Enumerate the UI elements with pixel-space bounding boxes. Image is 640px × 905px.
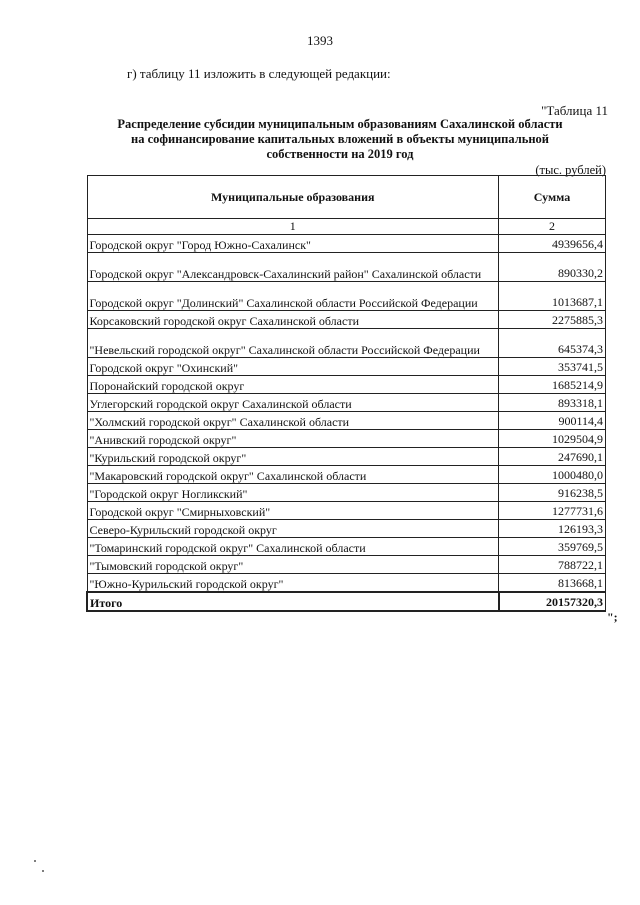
subsidy-amount: 2275885,3 — [499, 311, 606, 329]
subsidy-amount: 1029504,9 — [499, 430, 606, 448]
municipality-name: Городской округ "Охинский" — [87, 358, 499, 376]
municipality-name: "Холмский городской округ" Сахалинской области — [87, 412, 499, 430]
municipality-name: "Тымовский городской округ" — [87, 556, 499, 574]
table-row — [87, 282, 606, 311]
table-row — [87, 574, 606, 593]
subsidy-amount: 247690,1 — [499, 448, 606, 466]
table-label: "Таблица 11 — [541, 103, 608, 118]
municipality-name: "Курильский городской округ" — [87, 448, 499, 466]
subsidy-amount: 900114,4 — [499, 412, 606, 430]
table-row — [87, 430, 606, 448]
table-row — [87, 253, 606, 282]
municipality-name: Городской округ "Александровск-Сахалинский район" Сахалинской области — [87, 253, 499, 282]
units-label: (тыс. рублей) — [535, 163, 606, 177]
municipality-name: "Городской округ Ногликский" — [87, 484, 499, 502]
total-closing-quote: "; — [607, 610, 618, 624]
table-row — [87, 502, 606, 520]
municipality-name: "Южно-Курильский городской округ" — [87, 574, 499, 593]
title-line-3: собственности на 2019 год — [266, 147, 414, 161]
subsidy-amount: 890330,2 — [499, 253, 606, 282]
page-number: 1393 — [307, 33, 333, 48]
table-row — [87, 329, 606, 358]
column-number-2: 2 — [499, 219, 606, 235]
total-row — [87, 592, 606, 611]
subsidy-amount: 788722,1 — [499, 556, 606, 574]
subsidy-amount: 1685214,9 — [499, 376, 606, 394]
header-amount: Сумма — [499, 176, 606, 219]
municipality-name: Городской округ "Смирныховский" — [87, 502, 499, 520]
subsidy-amount: 893318,1 — [499, 394, 606, 412]
title-line-1: Распределение субсидии муниципальным образованиям Сахалинской области — [117, 117, 563, 131]
subsidy-amount: 126193,3 — [499, 520, 606, 538]
table-row — [87, 358, 606, 376]
header-municipality: Муниципальные образования — [87, 176, 499, 219]
table-title — [100, 117, 580, 162]
subsidy-amount: 1000480,0 — [499, 466, 606, 484]
table-row — [87, 520, 606, 538]
table-row — [87, 538, 606, 556]
municipality-name: Корсаковский городской округ Сахалинской области — [87, 311, 499, 329]
municipality-name: "Томаринский городской округ" Сахалинской области — [87, 538, 499, 556]
header-row — [87, 176, 606, 219]
subsidy-amount: 359769,5 — [499, 538, 606, 556]
subsidy-table — [86, 175, 606, 612]
municipality-name: "Макаровский городской округ" Сахалинской области — [87, 466, 499, 484]
municipality-name: Поронайский городской округ — [87, 376, 499, 394]
title-line-2: на софинансирование капитальных вложений в объекты муниципальной — [131, 132, 549, 146]
table-row — [87, 448, 606, 466]
subsidy-amount: 916238,5 — [499, 484, 606, 502]
municipality-name: Северо-Курильский городской округ — [87, 520, 499, 538]
table-row — [87, 394, 606, 412]
table-row — [87, 376, 606, 394]
municipality-name: "Анивский городской округ" — [87, 430, 499, 448]
column-number-1: 1 — [87, 219, 499, 235]
subsidy-amount: 813668,1 — [499, 574, 606, 593]
subsidy-amount: 1013687,1 — [499, 282, 606, 311]
total-amount: 20157320,3 — [499, 592, 606, 611]
total-label: Итого — [87, 592, 499, 611]
scan-speck — [42, 870, 44, 872]
table-row — [87, 484, 606, 502]
municipality-name: "Невельский городской округ" Сахалинской области Российской Федерации — [87, 329, 499, 358]
intro-text: г) таблицу 11 изложить в следующей редакции: — [127, 66, 391, 81]
column-number-row — [87, 219, 606, 235]
municipality-name: Углегорский городской округ Сахалинской области — [87, 394, 499, 412]
table-row — [87, 311, 606, 329]
subsidy-amount: 645374,3 — [499, 329, 606, 358]
subsidy-amount: 1277731,6 — [499, 502, 606, 520]
table-row — [87, 412, 606, 430]
scan-speck — [34, 860, 36, 862]
table-row — [87, 235, 606, 253]
municipality-name: Городской округ "Город Южно-Сахалинск" — [87, 235, 499, 253]
subsidy-amount: 4939656,4 — [499, 235, 606, 253]
municipality-name: Городской округ "Долинский" Сахалинской области Российской Федерации — [87, 282, 499, 311]
table-row — [87, 556, 606, 574]
table-row — [87, 466, 606, 484]
subsidy-amount: 353741,5 — [499, 358, 606, 376]
